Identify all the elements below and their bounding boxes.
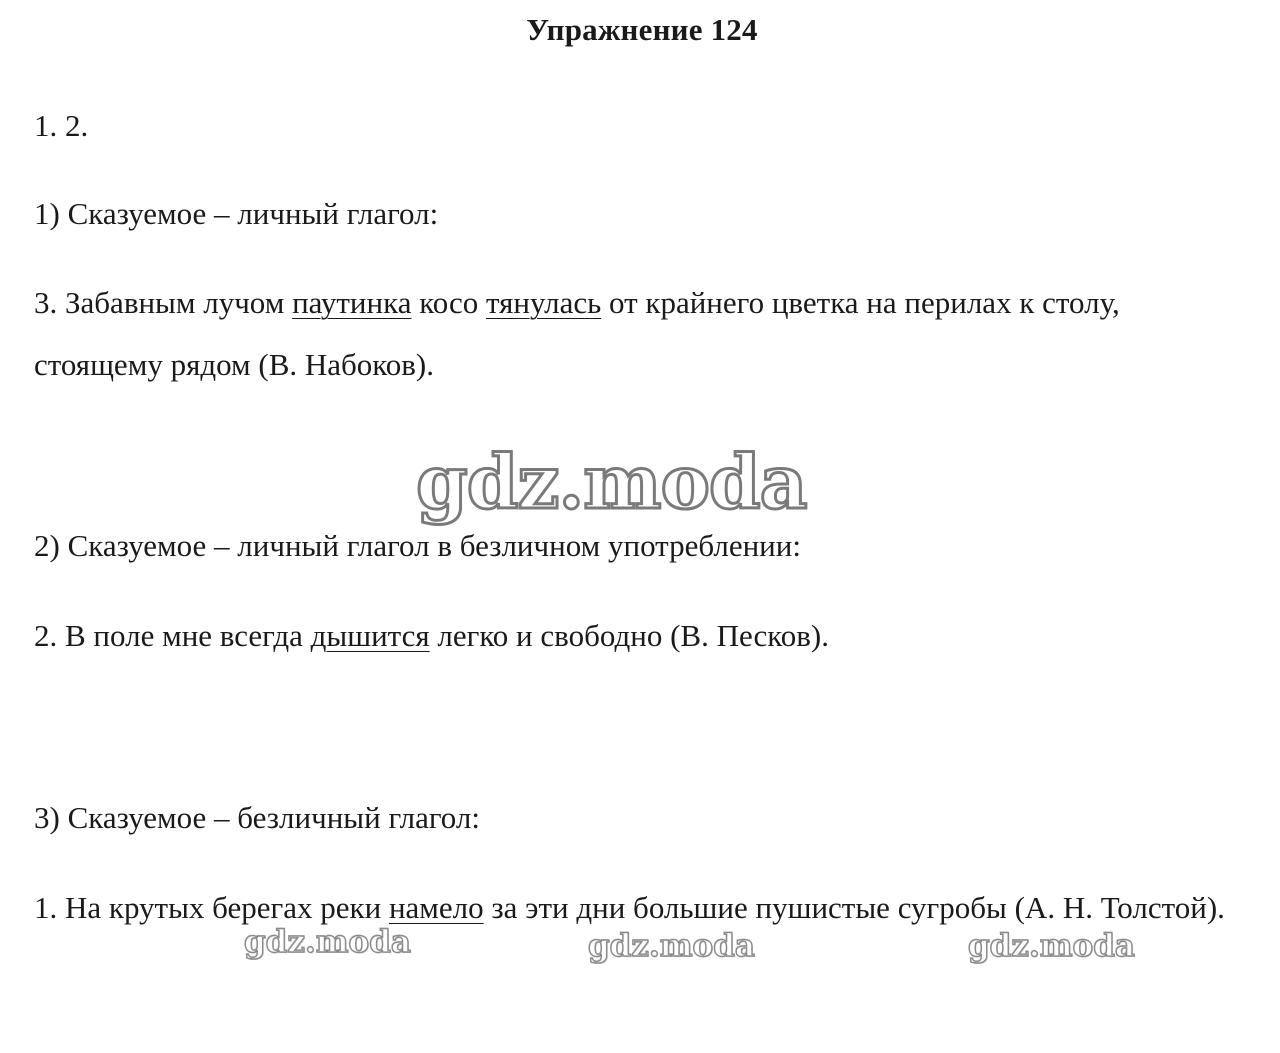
section3-heading: 3) Сказуемое – безличный глагол: — [34, 800, 480, 835]
section1-sentence — [34, 272, 1234, 396]
sentence-text: легко и свободно (В. Песков). — [429, 618, 829, 653]
sentence-text: за эти дни большие пушистые сугробы (А. Н. Толстой). — [483, 890, 1225, 925]
sentence-text: 1. На крутых берегах реки — [34, 890, 389, 925]
sentence-text: от крайнего цветка на перилах к столу, стоящему рядом (В. Набоков). — [34, 285, 1120, 382]
section1-heading: 1) Сказуемое – личный глагол: — [34, 196, 439, 231]
watermark-logo: gdz.moda — [244, 924, 411, 960]
watermark-logo: gdz.moda — [588, 928, 755, 964]
sentence-text: 3. Забавным лучом — [34, 285, 293, 320]
section2-heading: 2) Сказуемое – личный глагол в безличном употреблении: — [34, 528, 801, 563]
watermark-logo: gdz.moda — [968, 928, 1135, 964]
predicate-underlined: тянулась — [485, 285, 602, 320]
sentence-text: косо — [411, 285, 486, 320]
section2-sentence — [34, 618, 829, 654]
answer-numbers: 1. 2. — [34, 108, 89, 143]
subject-underlined: паутинка — [292, 285, 412, 320]
exercise-title: Упражнение 124 — [526, 12, 758, 47]
sentence-text: 2. В поле мне всегда — [34, 618, 311, 653]
predicate-underlined: дышится — [310, 618, 430, 653]
predicate-underlined: намело — [388, 890, 484, 925]
watermark-logo: gdz.moda — [416, 440, 807, 526]
